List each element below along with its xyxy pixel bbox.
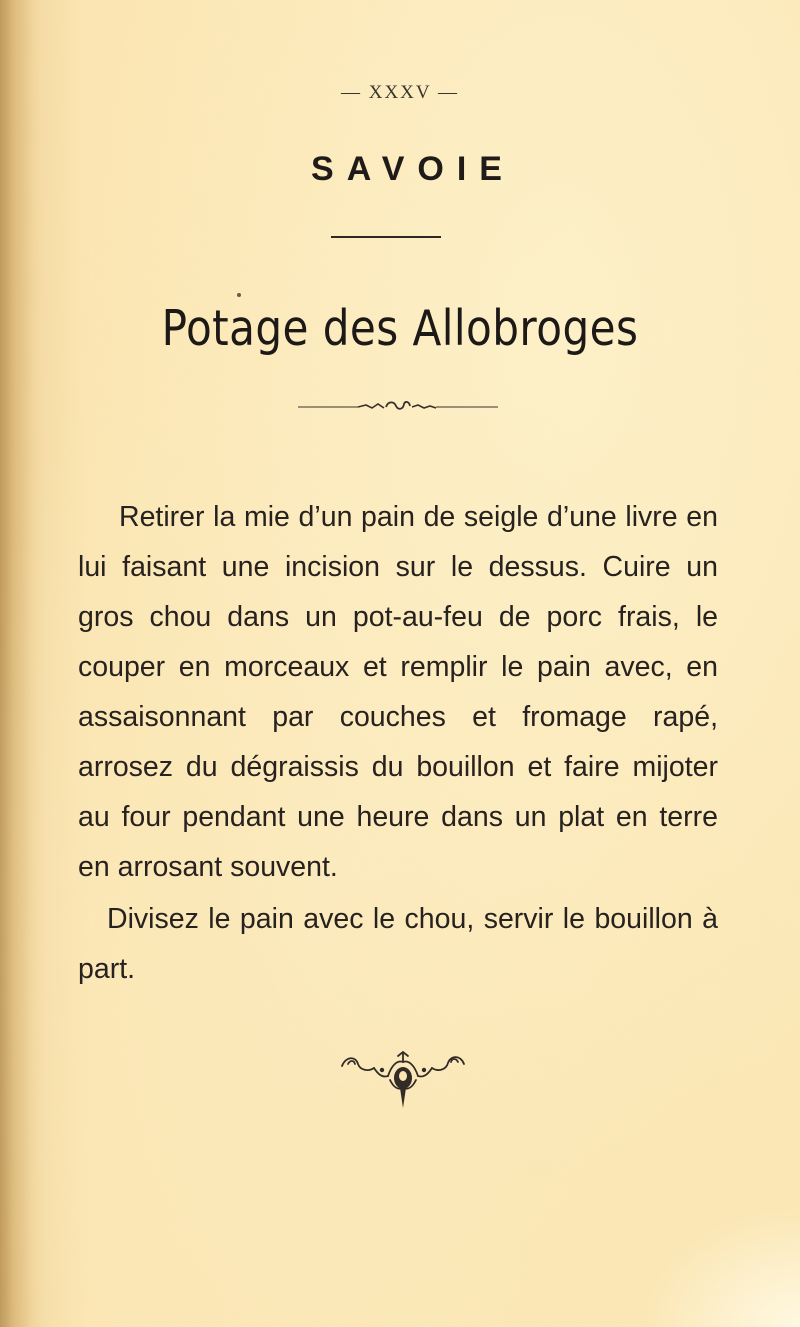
paper-corner-fade	[640, 1207, 800, 1327]
heading-rule	[331, 236, 441, 238]
recipe-title: Potage des Allobroges	[161, 300, 639, 357]
page-edge-shadow	[0, 0, 46, 1327]
recipe-paragraph: Retirer la mie d’un pain de seigle d’une livre en lui faisant une incision sur le dessus. Cuire un gros chou dans un pot-au-feu de porc frais, le couper en morceaux et remplir le pain avec, en assaisonnant par couches et fromage rapé, arrosez du dégraissis du bouillon et faire mijoter au four pendant une heure dans un plat en terre en arrosant souvent.	[78, 501, 718, 883]
region-heading: SAVOIE	[311, 150, 515, 188]
decorative-divider-icon	[298, 398, 498, 414]
recipe-body	[78, 492, 718, 994]
floral-tailpiece-icon	[338, 1050, 468, 1110]
recipe-paragraph: Divisez le pain avec le chou, servir le bouillon à part.	[78, 903, 718, 985]
print-speck	[237, 293, 241, 297]
page-number: — XXXV —	[340, 82, 460, 103]
